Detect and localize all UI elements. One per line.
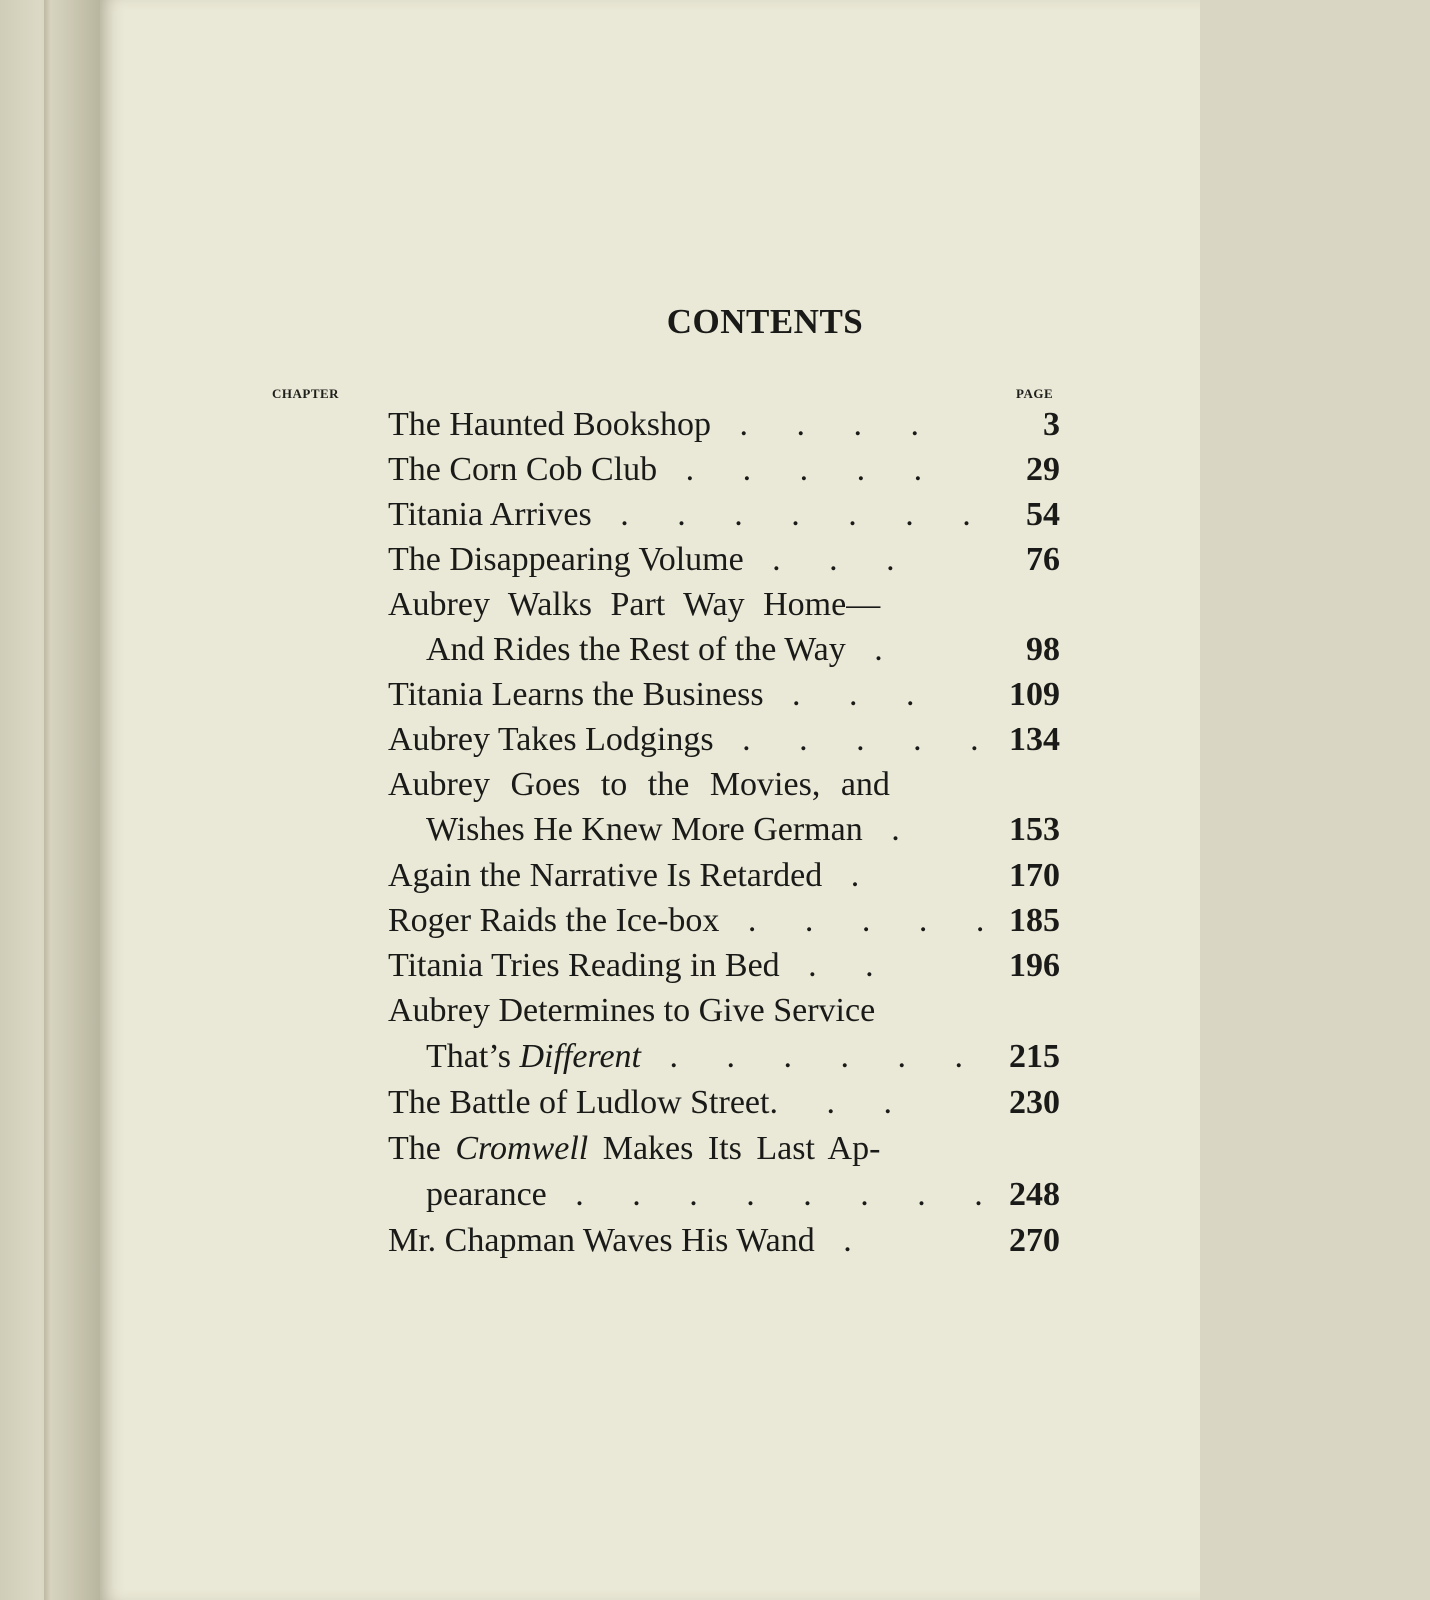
chapter-title: The Battle of Ludlow Street. . .: [388, 1084, 912, 1121]
page-number: 185: [1009, 902, 1060, 939]
page-number: 196: [1009, 947, 1060, 984]
chapter-title: Titania Tries Reading in Bed . .: [388, 947, 894, 984]
page-number: 3: [1043, 406, 1060, 443]
chapter-title: Aubrey Goes to the Movies, and: [388, 766, 890, 803]
chapter-title-continued: pearance . . . . . . . .: [426, 1176, 1003, 1213]
chapter-title: The Haunted Bookshop . . . .: [388, 406, 939, 443]
chapter-title: Titania Learns the Business . . .: [388, 676, 935, 713]
page-number: 54: [1026, 496, 1060, 533]
page-number: 109: [1009, 676, 1060, 713]
chapter-title: Aubrey Determines to Give Service: [388, 992, 876, 1029]
chapter-title: Titania Arrives . . . . . . .: [388, 496, 991, 533]
page-number: 76: [1026, 541, 1060, 578]
page-number: 29: [1026, 451, 1060, 488]
chapter-title-continued: And Rides the Rest of the Way .: [426, 631, 903, 668]
page-edge: [44, 0, 50, 1600]
chapter-title: Again the Narrative Is Retarded .: [388, 857, 880, 894]
page-number: 270: [1009, 1222, 1060, 1259]
page-number: 230: [1009, 1084, 1060, 1121]
chapter-title: Aubrey Takes Lodgings . . . . .: [388, 721, 999, 758]
page-number: 153: [1009, 811, 1060, 848]
book-page: [100, 0, 1200, 1600]
page-number: 98: [1026, 631, 1060, 668]
page-column-label: PAGE: [1016, 386, 1054, 401]
book-gutter: [0, 0, 100, 1600]
chapter-title: Mr. Chapman Waves His Wand .: [388, 1222, 872, 1259]
chapter-title: Aubrey Walks Part Way Home—: [388, 586, 881, 623]
chapter-title: Roger Raids the Ice-box . . . . .: [388, 902, 1005, 939]
chapter-column-label: CHAPTER: [272, 386, 340, 401]
chapter-title: The Cromwell Makes Its Last Ap-: [388, 1130, 881, 1167]
page-number: 170: [1009, 857, 1060, 894]
chapter-title: The Disappearing Volume . . .: [388, 541, 915, 578]
chapter-title-continued: Wishes He Knew More German .: [426, 811, 920, 848]
page-number: 134: [1009, 721, 1060, 758]
page-title: CONTENTS: [666, 302, 864, 341]
page-number: 248: [1009, 1176, 1060, 1213]
chapter-title-continued: That’s Different . . . . . .: [426, 1038, 983, 1075]
page-number: 215: [1009, 1038, 1060, 1075]
chapter-title: The Corn Cob Club . . . . .: [388, 451, 943, 488]
